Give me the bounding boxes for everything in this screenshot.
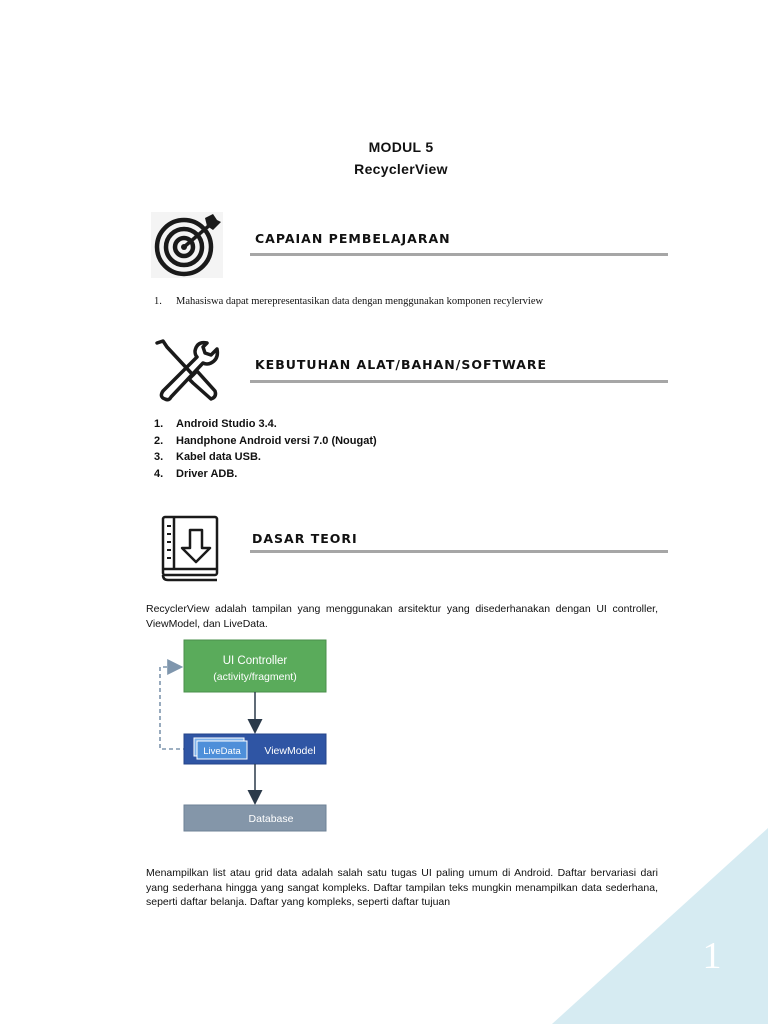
section-heading-dasar-teori: DASAR TEORI	[252, 531, 358, 546]
ui-controller-label: UI Controller	[222, 655, 288, 667]
section-heading-capaian: CAPAIAN PEMBELAJARAN	[255, 231, 451, 246]
capaian-list	[154, 294, 714, 309]
target-icon	[151, 212, 223, 278]
section-rule-dasar-teori	[250, 550, 668, 553]
list-item: 3. Kabel data USB.	[154, 451, 261, 463]
intro-paragraph: RecyclerView adalah tampilan yang menggunakan arsitektur yang disederhanakan dengan UI controller, ViewModel, dan LiveData.	[146, 603, 658, 630]
section-rule-kebutuhan	[250, 380, 668, 383]
list-item: 2. Handphone Android versi 7.0 (Nougat)	[154, 434, 377, 447]
tools-icon	[153, 339, 221, 403]
ui-controller-sublabel: (activity/fragment)	[213, 671, 297, 683]
list-item: 4. Driver ADB.	[154, 467, 238, 480]
architecture-diagram	[150, 634, 340, 843]
section-heading-kebutuhan: KEBUTUHAN ALAT/BAHAN/SOFTWARE	[255, 357, 548, 372]
module-title: MODUL 5	[368, 139, 434, 155]
database-label: Database	[248, 813, 294, 825]
body-paragraph: Menampilkan list atau grid data adalah salah satu tugas UI paling umum di Android. Daftar bervariasi dari yang sederhana hingga yang sangat kompleks. Daftar tampilan teks mungkin menampilkan data sederhana, seperti daftar belanja. Daftar yang kompleks, seperti daftar tujuan	[146, 867, 658, 908]
architecture-diagram-svg	[150, 634, 340, 838]
kebutuhan-list	[154, 416, 554, 482]
corner-decoration	[552, 828, 768, 1024]
list-item: 1. Android Studio 3.4.	[154, 418, 277, 430]
page-number: 1	[702, 935, 722, 977]
section-rule-capaian	[250, 253, 668, 256]
viewmodel-label: ViewModel	[264, 745, 316, 757]
list-item: 1. Mahasiswa dapat merepresentasikan data dengan menggunakan komponen recylerview	[154, 296, 544, 307]
module-subtitle: RecyclerView	[354, 161, 448, 177]
book-download-icon	[160, 514, 222, 582]
livedata-label: LiveData	[203, 746, 241, 757]
